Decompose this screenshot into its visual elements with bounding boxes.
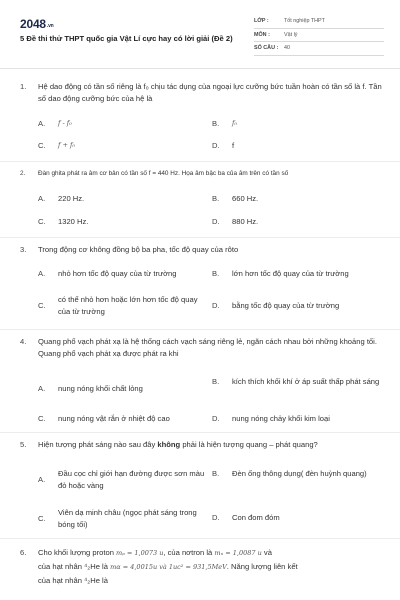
option-3b[interactable]: B. lớn hơn tốc độ quay của từ trường [212, 269, 349, 278]
question-divider [0, 538, 400, 539]
question-divider [0, 161, 400, 162]
question-6 [20, 546, 382, 587]
site-logo[interactable]: 2048.vn [20, 17, 54, 31]
option-5a[interactable]: A. Đầu cọc chỉ giới hạn đường được sơn màu đỏ hoặc vàng [38, 469, 205, 490]
question-divider [0, 237, 400, 238]
question-3 [20, 244, 382, 256]
option-2c[interactable]: C. 1320 Hz. [38, 217, 89, 226]
option-1a[interactable]: A. f - f₀ [38, 119, 72, 128]
option-1c[interactable]: C. f + f₀ [38, 141, 75, 150]
question-divider [0, 329, 400, 330]
question-number: 2. [20, 170, 26, 177]
question-4 [20, 336, 382, 359]
option-3d[interactable]: D. bằng tốc độ quay của từ trường [212, 301, 340, 310]
question-2 [20, 168, 382, 180]
option-1d[interactable]: D. f [212, 141, 235, 150]
question-text: Cho khối lượng proton mₚ = 1,0073 u, của nơtron là mₙ = 1,0087 u và của hạt nhân ⁴₂He là mα = 4,0015u và 1uc² = 931,5MeV. Năng lượng liên kết của hạt nhân ⁴₂He là [38, 548, 298, 585]
meta-row-grade: LỚP : Tốt nghiệp THPT [254, 15, 384, 29]
option-4b[interactable]: B. kích thích khối khí ở áp suất thấp phát sáng [212, 377, 380, 386]
option-2a[interactable]: A. 220 Hz. [38, 194, 85, 203]
document-title: 5 Đề thi thử THPT quốc gia Vật Lí cực hay có lời giải (Đề 2) [20, 34, 233, 43]
option-5d[interactable]: D. Con đom đóm [212, 513, 280, 522]
option-5b[interactable]: B. Đèn ống thông dụng( đèn huỳnh quang) [212, 469, 367, 478]
option-2d[interactable]: D. 880 Hz. [212, 217, 259, 226]
option-4a[interactable]: A. nung nóng khối chất lỏng [38, 384, 143, 393]
option-2b[interactable]: B. 660 Hz. [212, 194, 259, 203]
question-divider [0, 432, 400, 433]
meta-row-subject: MÔN : Vật lý [254, 29, 384, 43]
option-3a[interactable]: A. nhỏ hơn tốc độ quay của từ trường [38, 269, 177, 278]
question-text: Đàn ghita phát ra âm cơ bản có tần số f = 440 Hz. Họa âm bậc ba của âm trên có tần số [38, 170, 289, 177]
question-text: Trong động cơ không đồng bộ ba pha, tốc độ quay của rôto [38, 245, 239, 254]
question-number: 4. [20, 337, 27, 346]
option-4c[interactable]: C. nung nóng vật rắn ở nhiệt độ cao [38, 414, 170, 423]
question-text: Quang phổ vạch phát xạ là hệ thống cách vạch sáng riêng lẻ, ngăn cách nhau bởi những khoảng tối. Quang phổ vạch phát xạ được phát ra khi [38, 337, 377, 358]
question-1 [20, 81, 382, 104]
question-number: 5. [20, 440, 27, 449]
question-5 [20, 439, 382, 451]
meta-info-table [254, 15, 384, 56]
meta-row-count: SỐ CÂU : 40 [254, 42, 384, 56]
option-4d[interactable]: D. nung nóng chảy khối kim loại [212, 414, 330, 423]
document-header [0, 0, 400, 68]
question-text: Hệ dao động có tần số riêng là f₀ chịu tác dụng của ngoại lực cưỡng bức tuần hoàn có tần số là f. Tần số dao động cưỡng bức của hệ là [38, 82, 382, 103]
option-1b[interactable]: B. f₀ [212, 119, 238, 128]
question-number: 6. [20, 548, 27, 557]
option-5c[interactable]: C. Viên dạ minh châu (ngọc phát sáng trong bóng tối) [38, 508, 197, 529]
option-3c[interactable]: C. có thể nhỏ hơn hoặc lớn hơn tốc độ quay của từ trường [38, 295, 198, 316]
header-divider [0, 68, 400, 69]
question-number: 1. [20, 82, 27, 91]
question-number: 3. [20, 245, 27, 254]
question-text: Hiện tượng phát sáng nào sau đây không phải là hiện tượng quang – phát quang? [38, 440, 318, 449]
